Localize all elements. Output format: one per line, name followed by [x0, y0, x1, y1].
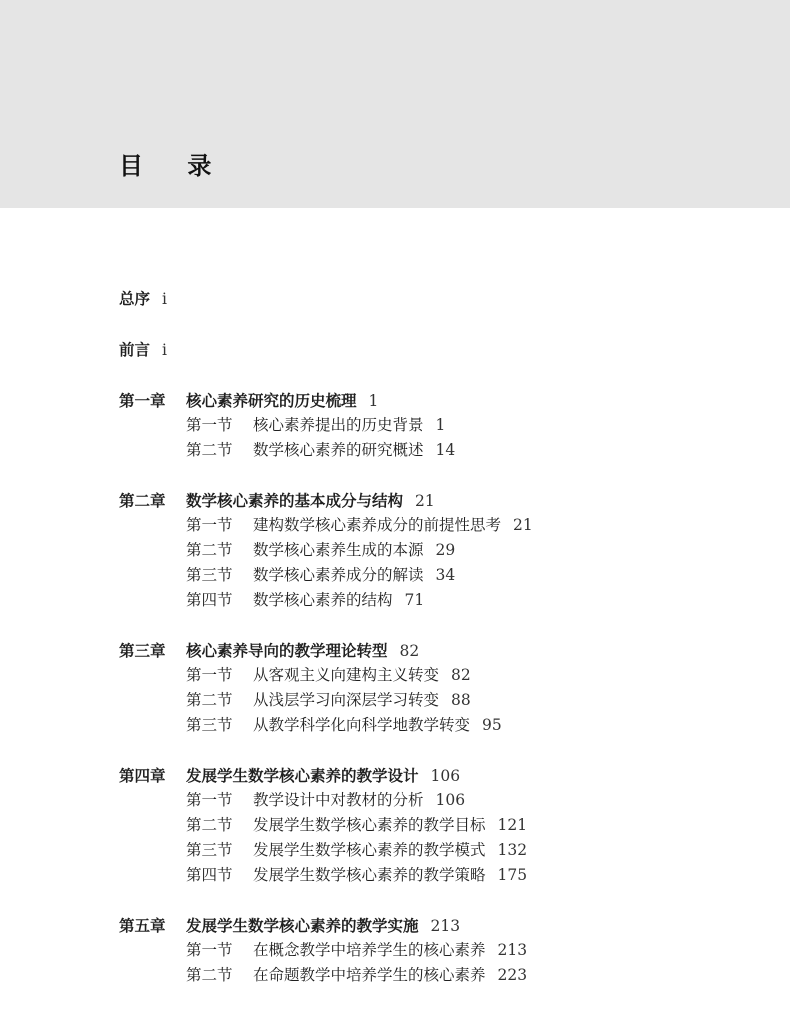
chapter-heading[interactable] — [119, 763, 759, 788]
section-entry[interactable] — [119, 788, 759, 813]
page-number: 14 — [435, 441, 456, 459]
page-number: 71 — [404, 591, 425, 609]
section-entry[interactable] — [119, 688, 759, 713]
section-label: 第一节 — [186, 666, 233, 684]
section-label: 第一节 — [186, 416, 233, 434]
toc-entry-general-preface[interactable] — [119, 286, 759, 311]
chapter-heading[interactable] — [119, 388, 759, 413]
front-matter-preface — [119, 286, 759, 311]
entry-label: 总序 — [119, 289, 151, 308]
section-entry[interactable] — [119, 813, 759, 838]
page-number: 82 — [399, 642, 420, 660]
page-number: i — [162, 290, 167, 308]
section-title: 数学核心素养的结构 — [253, 591, 393, 609]
page-number: 223 — [497, 966, 528, 984]
chapter-title: 发展学生数学核心素养的教学实施 — [186, 916, 419, 935]
chapter-label: 第三章 — [119, 641, 166, 660]
section-title: 从教学科学化向科学地教学转变 — [253, 716, 471, 734]
page-number: 132 — [497, 841, 528, 859]
chapter-heading[interactable] — [119, 488, 759, 513]
section-entry[interactable] — [119, 963, 759, 988]
chapter-2 — [119, 488, 759, 613]
section-label: 第一节 — [186, 516, 233, 534]
section-title: 从浅层学习向深层学习转变 — [253, 691, 440, 709]
section-entry[interactable] — [119, 863, 759, 888]
page-number: 1 — [368, 392, 379, 410]
chapter-3 — [119, 638, 759, 738]
chapter-title: 数学核心素养的基本成分与结构 — [186, 491, 404, 510]
section-entry[interactable] — [119, 838, 759, 863]
chapter-heading[interactable] — [119, 638, 759, 663]
section-entry[interactable] — [119, 413, 759, 438]
page-number: 1 — [435, 416, 446, 434]
section-label: 第二节 — [186, 541, 233, 559]
section-title: 数学核心素养的研究概述 — [253, 441, 424, 459]
section-label: 第二节 — [186, 441, 233, 459]
page-number: 82 — [451, 666, 471, 684]
entry-label: 前言 — [119, 340, 151, 359]
section-title: 数学核心素养生成的本源 — [253, 541, 424, 559]
section-entry[interactable] — [119, 563, 759, 588]
section-entry[interactable] — [119, 713, 759, 738]
page-number: 29 — [435, 541, 456, 559]
chapter-heading[interactable] — [119, 913, 759, 938]
section-entry[interactable] — [119, 513, 759, 538]
front-matter-foreword — [119, 337, 759, 362]
section-entry[interactable] — [119, 938, 759, 963]
chapter-5 — [119, 913, 759, 988]
section-entry[interactable] — [119, 588, 759, 613]
section-title: 在命题教学中培养学生的核心素养 — [253, 966, 486, 984]
section-label: 第四节 — [186, 591, 233, 609]
section-label: 第四节 — [186, 866, 233, 884]
section-title: 发展学生数学核心素养的教学目标 — [253, 816, 486, 834]
chapter-4 — [119, 763, 759, 888]
section-label: 第二节 — [186, 691, 233, 709]
page-number: 175 — [497, 866, 528, 884]
section-title: 从客观主义向建构主义转变 — [253, 666, 440, 684]
chapter-title: 核心素养研究的历史梳理 — [186, 391, 357, 410]
section-label: 第一节 — [186, 791, 233, 809]
section-entry[interactable] — [119, 438, 759, 463]
chapter-label: 第四章 — [119, 766, 166, 785]
chapter-label: 第二章 — [119, 491, 166, 510]
section-label: 第二节 — [186, 966, 233, 984]
page-number: 21 — [513, 516, 533, 534]
section-entry[interactable] — [119, 538, 759, 563]
page-number: 88 — [451, 691, 471, 709]
page-number: 213 — [497, 941, 528, 959]
section-title: 核心素养提出的历史背景 — [253, 416, 424, 434]
section-title: 发展学生数学核心素养的教学策略 — [253, 866, 486, 884]
section-entry[interactable] — [119, 663, 759, 688]
chapter-title: 发展学生数学核心素养的教学设计 — [186, 766, 419, 785]
page-number: 213 — [430, 917, 461, 935]
page-number: 121 — [497, 816, 528, 834]
toc-entry-foreword[interactable] — [119, 337, 759, 362]
section-title: 在概念教学中培养学生的核心素养 — [253, 941, 486, 959]
section-label: 第一节 — [186, 941, 233, 959]
chapter-1 — [119, 388, 759, 463]
page-number: 106 — [435, 791, 466, 809]
page-number: 34 — [435, 566, 456, 584]
chapter-label: 第一章 — [119, 391, 166, 410]
section-title: 教学设计中对教材的分析 — [253, 791, 424, 809]
page-number: 95 — [482, 716, 502, 734]
table-of-contents — [119, 286, 759, 1013]
chapter-label: 第五章 — [119, 916, 166, 935]
page-number: 106 — [430, 767, 461, 785]
section-label: 第三节 — [186, 716, 233, 734]
header-band — [0, 0, 790, 208]
section-title: 数学核心素养成分的解读 — [253, 566, 424, 584]
page-title: 目 录 — [119, 152, 230, 180]
section-label: 第二节 — [186, 816, 233, 834]
section-label: 第三节 — [186, 566, 233, 584]
section-title: 发展学生数学核心素养的教学模式 — [253, 841, 486, 859]
section-title: 建构数学核心素养成分的前提性思考 — [253, 516, 502, 534]
chapter-title: 核心素养导向的教学理论转型 — [186, 641, 388, 660]
page-number: 21 — [415, 492, 435, 510]
page-number: i — [162, 341, 167, 359]
section-label: 第三节 — [186, 841, 233, 859]
